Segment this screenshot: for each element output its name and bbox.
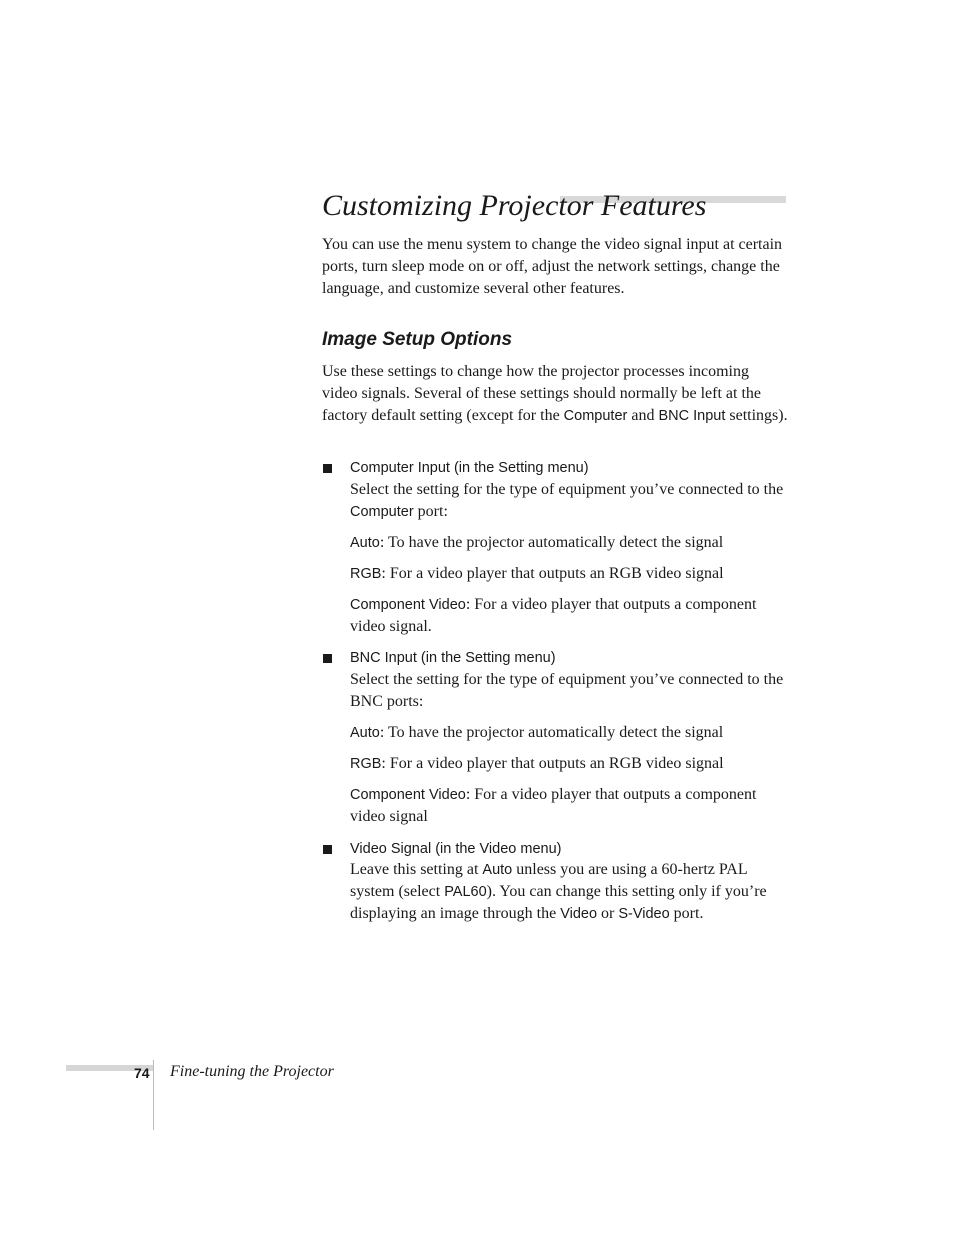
bullet-title-video-signal: Video Signal (in the Video menu) [350, 841, 562, 857]
desc-text: port: [413, 503, 448, 520]
section-paragraph [322, 361, 788, 427]
option-rgb [350, 753, 790, 775]
option-auto [350, 532, 790, 554]
chapter-title: Fine-tuning the Projector [170, 1063, 334, 1080]
bullet-title-bnc-input: BNC Input (in the Setting menu) [350, 650, 556, 666]
term-bnc-input: BNC Input [658, 408, 726, 424]
term-computer: Computer [563, 408, 628, 424]
option-term: RGB [350, 566, 382, 582]
bullet-description [350, 859, 790, 925]
page-title: Customizing Projector Features [322, 189, 707, 222]
option-term: Auto [350, 725, 380, 741]
option-text: : To have the projector automatically detect the signal [379, 724, 724, 741]
desc-text: Select the setting for the type of equipment you’ve connected to the [350, 481, 784, 498]
option-term: RGB [350, 756, 382, 772]
section-text: and [627, 407, 659, 424]
section-text: settings). [725, 407, 788, 424]
option-rgb [350, 563, 790, 585]
option-term: Component Video [350, 787, 466, 803]
option-text: : For a video player that outputs an RGB video signal [381, 565, 724, 582]
desc-text: ). You can change this setting only if you’re displaying an image through the [350, 883, 767, 922]
section-text: Use these settings to change how the projector processes incoming video signals. Several of these settings should normally be left at the factory default setting (except for the [322, 363, 762, 424]
desc-text: port. [669, 905, 704, 922]
desc-text: Leave this setting at [350, 861, 483, 878]
intro-paragraph: You can use the menu system to change the video signal input at certain ports, turn sleep mode on or off, adjust the network settings, change the language, and customize several other features. [322, 236, 783, 297]
bullet-marker [323, 845, 332, 854]
section-heading: Image Setup Options [322, 329, 513, 350]
term-video: Video [560, 906, 598, 922]
option-component-video [350, 594, 790, 638]
option-component-video [350, 784, 790, 828]
option-term: Component Video [350, 597, 466, 613]
term-computer: Computer [350, 504, 414, 520]
term-auto: Auto [482, 862, 513, 878]
desc-text: or [597, 905, 619, 922]
desc-text: unless you are using a 60-hertz PAL system (select [350, 861, 748, 900]
term-pal60: PAL60 [444, 884, 487, 900]
option-auto [350, 722, 790, 744]
bullet-description [350, 479, 790, 523]
term-s-video: S-Video [618, 906, 670, 922]
page-number: 74 [134, 1065, 150, 1081]
option-text: : For a video player that outputs a component video signal [350, 786, 757, 825]
bullet-description: Select the setting for the type of equipment you’ve connected to the BNC ports: [350, 671, 784, 710]
bullet-marker [323, 464, 332, 473]
footer-divider [153, 1060, 154, 1130]
bullet-title-computer-input: Computer Input (in the Setting menu) [350, 460, 589, 476]
bullet-marker [323, 654, 332, 663]
option-text: : To have the projector automatically detect the signal [379, 534, 724, 551]
option-term: Auto [350, 535, 380, 551]
option-text: : For a video player that outputs a component video signal. [350, 596, 757, 635]
option-text: : For a video player that outputs an RGB video signal [381, 755, 724, 772]
